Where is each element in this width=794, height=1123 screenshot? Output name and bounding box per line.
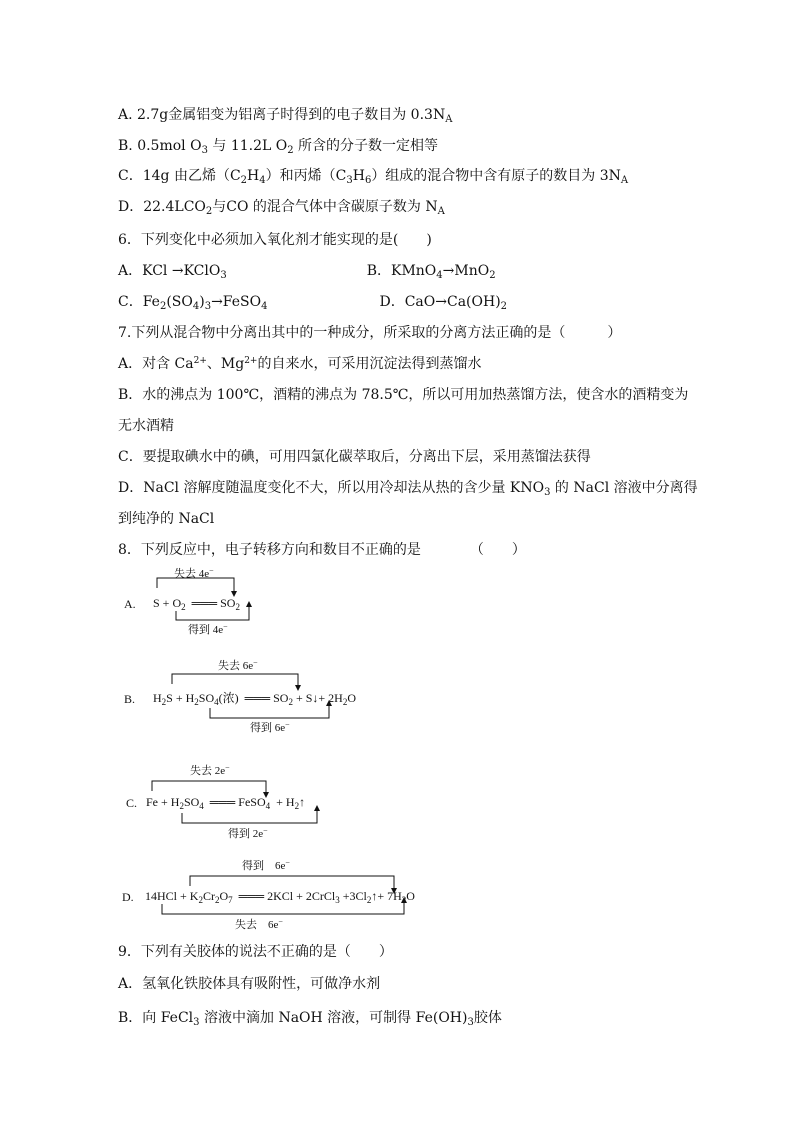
text-line: A．对含 $Ca^{2+}$、$Mg^{2+}$的自来水，可采用沉淀法得到蒸馏水 (118, 356, 482, 372)
option-label: B. (124, 692, 136, 706)
reaction-diagram-a (100, 566, 520, 642)
reaction-diagram-b (100, 656, 520, 740)
chemical-equation: $H_2S + H_2SO_4$(浓) ═══ $SO_2$ + S↓+ $2H_2O$ (153, 691, 357, 707)
gained-electrons-label: 得到 4e− (188, 622, 228, 636)
lost-electrons-label: 失去 4e− (174, 566, 214, 580)
text-line: 无水酒精 (118, 418, 174, 434)
text-line: A．KCl →KClO$_3$ B．KMnO$_4$→MnO$_2$ (118, 263, 496, 281)
reaction-diagram-d (100, 856, 520, 936)
text-line: D．NaCl 溶解度随温度变化不大，所以用冷却法从热的含少量 $KNO_3$ 的 NaCl 溶液中分离得 (118, 480, 698, 498)
text-line: C．14g 由乙烯$(C_2H_4)$和丙烯$(C_3H_6)$组成的混合物中含有原子的数目为 $3N_A$ (118, 168, 629, 186)
reaction-diagram-c (100, 761, 520, 845)
lost-electrons-label: 失去 2e− (190, 763, 230, 777)
lost-electrons-label: 失去 6e− (235, 917, 283, 931)
text-line: B．水的沸点为 100℃，酒精的沸点为 78.5℃，所以可用加热蒸馏方法，使含水的酒精变为 (118, 387, 689, 403)
gained-electrons-label: 得到 6e− (242, 858, 290, 872)
text-line: D．$22.4LCO_2$与CO 的混合气体中含碳原子数为 $N_A$ (118, 199, 445, 217)
gained-electrons-label: 得到 6e− (250, 720, 290, 734)
text-line: 7.下列从混合物中分离出其中的一种成分，所采取的分离方法正确的是（ ） (118, 325, 622, 341)
text-line: 6．下列变化中必须加入氧化剂才能实现的是( ) (118, 232, 432, 248)
lost-electrons-label: 失去 6e− (218, 658, 258, 672)
option-label: D. (122, 890, 134, 904)
text-line: C．$Fe_2(SO_4)_3\to FeSO_4$ D．$CaO\to Ca(OH)_2$ (118, 294, 508, 312)
text-line: B. 0.5mol $O_3$ 与 11.2L $O_2$ 所含的分子数一定相等 (118, 138, 439, 156)
chemical-equation: $S + O_2$ ═══ $SO_2$ (153, 596, 240, 612)
chemical-equation: $14HCl + K_2Cr_2O_7$ ═══ 2KCl + 2CrCl$_3$ $+3Cl_2↑+ 7H_2O$ (145, 889, 415, 905)
gained-electrons-label: 得到 2e− (228, 826, 268, 840)
text-line: 到纯净的 NaCl (118, 511, 215, 527)
text-line: B．向 FeCl$_3$ 溶液中滴加 NaOH 溶液，可制得 $Fe(OH)_3$胶体 (118, 1010, 502, 1028)
text-line: A．氢氧化铁胶体具有吸附性，可做净水剂 (118, 976, 381, 992)
text-line: A. 2.7g金属铝变为铝离子时得到的电子数目为 $0.3N_A$ (118, 107, 453, 125)
text-line: C．要提取碘水中的碘，可用四氯化碳萃取后，分离出下层，采用蒸馏法获得 (118, 449, 591, 465)
option-label: A. (124, 597, 136, 611)
text-line: 8．下列反应中，电子转移方向和数目不正确的是 （ ） (118, 542, 526, 558)
text-line: 9．下列有关胶体的说法不正确的是（ ） (118, 944, 393, 960)
chemical-equation: $Fe + H_2SO_4$ ═══ FeSO$_4$ + $H_2↑$ (146, 795, 306, 811)
option-label: C. (126, 796, 138, 810)
